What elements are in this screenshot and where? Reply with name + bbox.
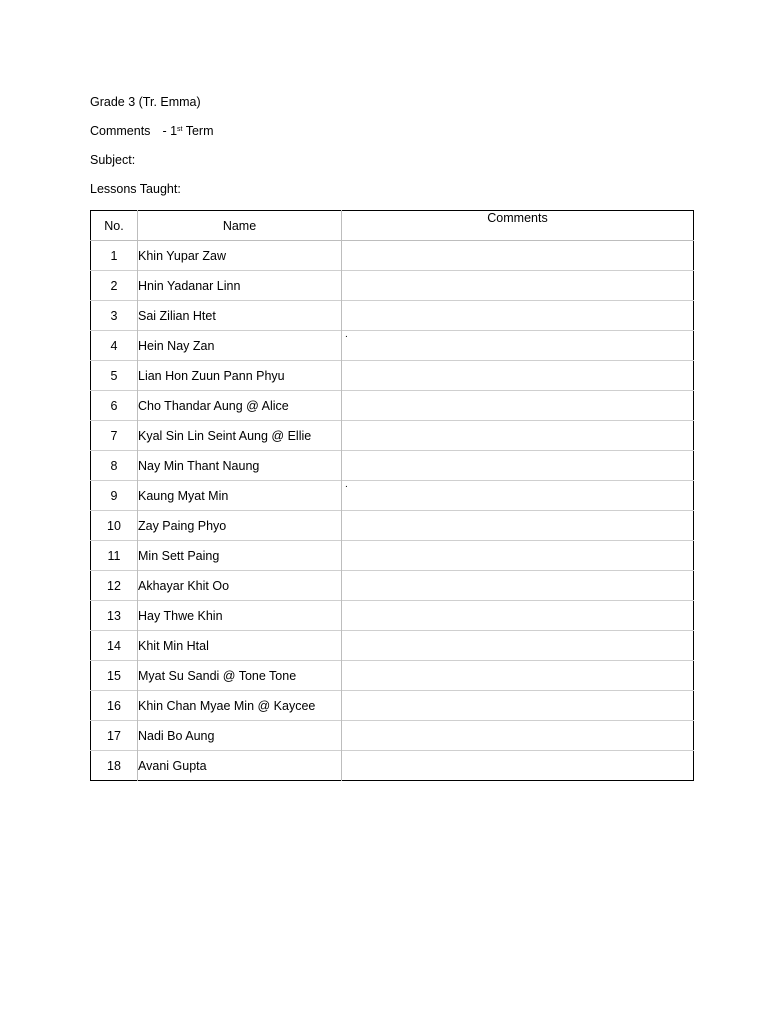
comment-text: . [345, 328, 348, 340]
student-name-cell: Akhayar Khit Oo [138, 571, 342, 601]
row-number-cell: 18 [91, 751, 138, 781]
student-name-cell: Khit Min Htal [138, 631, 342, 661]
comment-cell[interactable] [342, 271, 694, 301]
table-row [91, 331, 694, 361]
comment-cell[interactable] [342, 361, 694, 391]
table-row [91, 691, 694, 721]
column-header-comments: Comments [342, 211, 694, 241]
row-number-cell: 7 [91, 421, 138, 451]
student-name-cell: Hnin Yadanar Linn [138, 271, 342, 301]
comments-term-heading [90, 123, 214, 139]
comment-cell[interactable] [342, 451, 694, 481]
table-row [91, 601, 694, 631]
table-row [91, 271, 694, 301]
comment-cell[interactable] [342, 241, 694, 271]
student-name-cell: Lian Hon Zuun Pann Phyu [138, 361, 342, 391]
student-name-cell: Min Sett Paing [138, 541, 342, 571]
comment-cell[interactable] [342, 421, 694, 451]
row-number-cell: 2 [91, 271, 138, 301]
comment-cell[interactable] [342, 301, 694, 331]
term-word: Term [185, 124, 214, 138]
table-row [91, 391, 694, 421]
table-header-row [91, 211, 694, 241]
student-name-cell: Zay Paing Phyo [138, 511, 342, 541]
row-number-cell: 12 [91, 571, 138, 601]
row-number-cell: 1 [91, 241, 138, 271]
lessons-taught-label: Lessons Taught: [90, 182, 181, 196]
comment-cell[interactable] [342, 391, 694, 421]
student-name-cell: Hein Nay Zan [138, 331, 342, 361]
table-row [91, 511, 694, 541]
row-number-cell: 6 [91, 391, 138, 421]
student-name-cell: Hay Thwe Khin [138, 601, 342, 631]
comment-cell[interactable] [342, 721, 694, 751]
comment-cell[interactable] [342, 601, 694, 631]
term-ordinal-suffix: st [177, 126, 183, 133]
row-number-cell: 17 [91, 721, 138, 751]
student-name-cell: Sai Zilian Htet [138, 301, 342, 331]
student-name-cell: Khin Yupar Zaw [138, 241, 342, 271]
row-number-cell: 11 [91, 541, 138, 571]
row-number-cell: 16 [91, 691, 138, 721]
row-number-cell: 5 [91, 361, 138, 391]
table-row [91, 241, 694, 271]
table-row [91, 451, 694, 481]
student-name-cell: Nay Min Thant Naung [138, 451, 342, 481]
table-row [91, 571, 694, 601]
table-row [91, 631, 694, 661]
table-row [91, 541, 694, 571]
comment-cell[interactable] [342, 661, 694, 691]
student-name-cell: Avani Gupta [138, 751, 342, 781]
term-number: - 1 [162, 124, 178, 138]
comment-cell[interactable] [342, 478, 694, 511]
table-row [91, 301, 694, 331]
row-number-cell: 4 [91, 331, 138, 361]
student-name-cell: Kaung Myat Min [138, 481, 342, 511]
table-row [91, 361, 694, 391]
comment-text: . [345, 478, 348, 490]
row-number-cell: 8 [91, 451, 138, 481]
table-row [91, 721, 694, 751]
table-body [91, 241, 694, 781]
row-number-cell: 13 [91, 601, 138, 631]
grade-teacher-heading: Grade 3 (Tr. Emma) [90, 95, 201, 109]
comment-cell[interactable] [342, 571, 694, 601]
student-comments-table [90, 210, 694, 781]
student-name-cell: Nadi Bo Aung [138, 721, 342, 751]
table-row [91, 751, 694, 781]
comment-cell[interactable] [342, 691, 694, 721]
row-number-cell: 14 [91, 631, 138, 661]
comment-cell[interactable] [342, 751, 694, 781]
row-number-cell: 9 [91, 481, 138, 511]
subject-label: Subject: [90, 153, 136, 167]
column-header-name: Name [138, 211, 342, 241]
table-row [91, 481, 694, 511]
student-name-cell: Kyal Sin Lin Seint Aung @ Ellie [138, 421, 342, 451]
comment-cell[interactable] [342, 631, 694, 661]
row-number-cell: 10 [91, 511, 138, 541]
table-row [91, 661, 694, 691]
row-number-cell: 15 [91, 661, 138, 691]
table-row [91, 421, 694, 451]
student-name-cell: Cho Thandar Aung @ Alice [138, 391, 342, 421]
column-header-no: No. [91, 211, 138, 241]
student-name-cell: Myat Su Sandi @ Tone Tone [138, 661, 342, 691]
comment-cell[interactable] [342, 511, 694, 541]
row-number-cell: 3 [91, 301, 138, 331]
student-name-cell: Khin Chan Myae Min @ Kaycee [138, 691, 342, 721]
comments-label: Comments [90, 124, 151, 138]
comment-cell[interactable] [342, 328, 694, 361]
comment-cell[interactable] [342, 541, 694, 571]
